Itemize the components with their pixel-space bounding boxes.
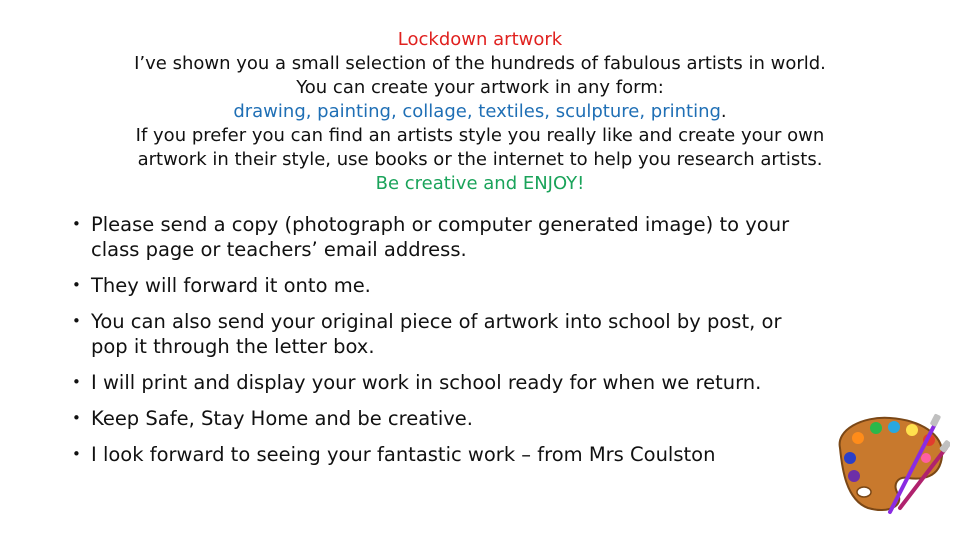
bullet-marker: • <box>72 409 81 427</box>
bullet-marker: • <box>72 445 81 463</box>
intro-line-4: If you prefer you can find an artists style you really like and create your own <box>135 125 825 146</box>
list-item-text: They will forward it onto me. <box>91 274 371 297</box>
slide-title: Lockdown artwork <box>397 29 563 50</box>
forms-period: . <box>720 101 727 122</box>
bullet-marker: • <box>72 312 81 330</box>
artist-palette-icon <box>828 408 950 518</box>
bullet-marker: • <box>72 215 81 233</box>
list-item-text: Keep Safe, Stay Home and be creative. <box>91 407 473 430</box>
forms-line <box>60 100 900 124</box>
bullet-marker: • <box>72 373 81 391</box>
art-forms-list: drawing, painting, collage, textiles, sculpture, printing <box>233 101 721 122</box>
list-item-text: You can also send your original piece of artwork into school by post, or pop it through the letter box. <box>91 310 782 358</box>
header-block <box>60 28 900 196</box>
list-item <box>72 406 902 431</box>
bullet-marker: • <box>72 276 81 294</box>
list-item <box>72 309 902 359</box>
closing-line: Be creative and ENJOY! <box>375 173 585 194</box>
intro-line-1: I’ve shown you a small selection of the hundreds of fabulous artists in world. <box>134 53 826 74</box>
list-item-text: Please send a copy (photograph or computer generated image) to your class page or teachers’ email address. <box>91 213 790 261</box>
list-item <box>72 273 902 298</box>
list-item-text: I will print and display your work in school ready for when we return. <box>91 371 762 394</box>
intro-line-2: You can create your artwork in any form: <box>296 77 664 98</box>
list-item <box>72 370 902 395</box>
intro-line-5: artwork in their style, use books or the internet to help you research artists. <box>137 149 823 170</box>
instructions-list <box>72 212 902 478</box>
list-item-text: I look forward to seeing your fantastic work – from Mrs Coulston <box>91 443 716 466</box>
list-item <box>72 212 902 262</box>
list-item <box>72 442 902 467</box>
